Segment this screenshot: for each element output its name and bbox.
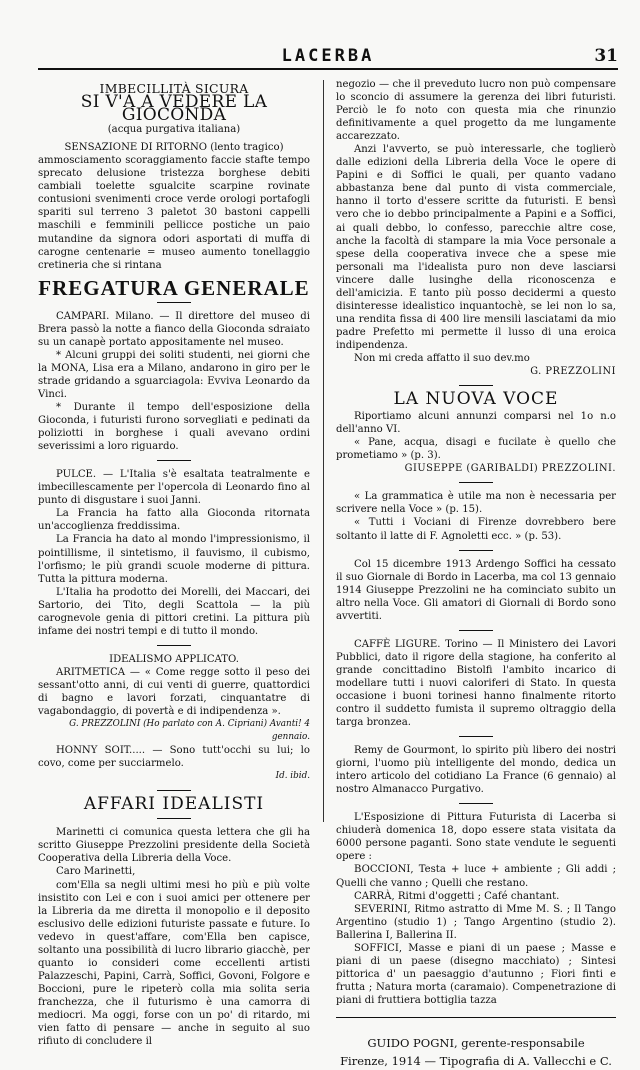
nuova-rule-2 [459, 550, 493, 551]
salutation: Caro Marinetti, [56, 866, 136, 878]
aritmetica-paragraph: ARITMETICA — « Come regge sotto il peso dei sessant'otto anni, di cui venti di guerre, quattordici di bagno e lavori forzati, cinquantatre di vagabondaggio, di povertà e di indipendenza ». [38, 666, 310, 718]
page-number: 31 [594, 46, 618, 66]
masthead: LACERBA [281, 46, 375, 66]
right-column [336, 78, 616, 1070]
affari-body: com'Ella sa negli ultimi mesi ho più e più volte insistito con Lei e con i suoi amici per ottenere per la Libreria da me diretta il monopolio e il deposito esclusivo delle edizioni futuriste passate e future. Io vedevo in quest'affare, com'Ella ben capisce, soltanto una possibilità di lucro librario giacchè, per quanto io consideri come eccellenti artisti Palazzeschi, Papini, Carrà, Soffici, Govoni, Folgore e Boccioni, pure le ripeterò colla mia solita seria franchezza, che il futurismo è una camorra di mediocri. Ma oggi, forse con un po' di ritardo, mi vien fatto di pensare — anche in seguito al suo rifiuto di concludere il [38, 879, 310, 1048]
pulce-paragraph-3: La Francia ha dato al mondo l'impressionismo, il pointillisme, il sintetismo, il fauvismo, il cubismo, l'orfismo; le più grandi scuole moderne di pittura. Tutta la pittura moderna. [38, 534, 310, 585]
prezzolini-signature: G. PREZZOLINI [530, 366, 616, 378]
nuova-voce-title: LA NUOVA VOCE [393, 389, 559, 410]
nuova-intro: Riportiamo alcuni annunzi comparsi nel 1o n.o dell'anno VI. [336, 411, 616, 436]
fregatura-title: FREGATURA GENERALE [38, 275, 310, 300]
header-rule [38, 68, 618, 70]
nuova-rule-1 [459, 482, 493, 483]
nuova-quote-1: « Pane, acqua, disagi e fucilate è quello che prometiamo » (p. 3). [336, 437, 616, 462]
campari-paragraph-3: * Durante il tempo dell'esposizione della Gioconda, i futuristi furono sorvegliati e pedinati da poliziotti in borghese i quali avevano ordini severissimi a loro riguardo. [38, 402, 310, 453]
signature-rule [459, 385, 493, 386]
footer [336, 1017, 616, 1070]
honny-paragraph: HONNY SOIT..... — Sono tutt'occhi su lui; lo covo, come per succiarmelo. [38, 745, 310, 770]
boccioni-works: BOCCIONI, Testa + luce + ambiente ; Gli addi ; Quelli che vanno ; Quelli che restano. [336, 864, 616, 889]
footer-publisher: Firenze, 1914 — Tipografia di A. Vallecchi e C. [340, 1054, 612, 1068]
soffici-paragraph: Col 15 dicembre 1913 Ardengo Soffici ha cessato il suo Giornale di Bordo in Lacerba, ma col 13 gennaio 1914 Giuseppe Prezzolini ne ha cominciato subito un altro nella Voce. Gli amatori di Giornali di Bordo sono avvertiti. [336, 558, 616, 622]
honny-rule [157, 790, 191, 791]
column-divider [323, 80, 324, 822]
caffe-paragraph: CAFFÈ LIGURE. Torino — Il Ministero dei Lavori Pubblici, dato il rigore della stagione, ha conferito al grande concittadino Bistolfi l'ambito incarico di modellare tutti i nuovi caloriferi di Stato. In questa occasione i buoni torinesi hanno finalmente ritorto contro il suddetto fumista il supremo oltraggio della targa bronzea. [336, 638, 616, 729]
left-column [38, 78, 310, 1048]
soffici-works: SOFFICI, Masse e piani di un paese ; Masse e piani di un paese (disegno macchiato) ; Sintesi pittorica d' un paesaggio d'autunno ; Fiori finti e frutta ; Natura morta (caramaio). Compenetrazione di piani di fruttiera bottiglia tazza [336, 942, 616, 1006]
imbecillita-title: IMBECILLITÀ SICURA [99, 81, 249, 96]
sensation-title: SENSAZIONE DI RITORNO (lento tragico) [64, 142, 284, 154]
gioconda-subtitle: (acqua purgativa italiana) [107, 124, 241, 136]
nuova-signature: GIUSEPPE (GARIBALDI) PREZZOLINI. [404, 463, 616, 475]
continuation-paragraph: negozio — che il preveduto lucro non può compensare lo sconcio di assumere la gerenza dei libri futuristi. Perciò le fo noto con questa mia che rinunzio definitivamente a quel progetto da me lungamente accarezzato. [336, 79, 616, 143]
caffe-rule [459, 736, 493, 737]
pulce-paragraph-4: L'Italia ha prodotto dei Morelli, dei Maccari, dei Sartorio, dei Tito, degli Scattola — la più carognevole genia di pittori cretini. La pittura più infame dei nostri tempi e di tutto il mondo. [38, 586, 310, 637]
campari-paragraph: CAMPARI. Milano. — Il direttore del museo di Brera passò la notte a fianco della Gioconda sdraiato su un canapè portato appositamente nel museo. [38, 310, 310, 348]
aritmetica-note: G. PREZZOLINI (Ho parlato con A. Cipriani) Avanti! 4 gennaio. [69, 719, 310, 743]
gioconda-title: SI V'A A VEDERE LA GIOCONDA [80, 92, 268, 126]
remy-rule [459, 803, 493, 804]
pulce-paragraph-2: La Francia ha fatto alla Gioconda ritornata un'accoglienza freddissima. [38, 508, 310, 533]
sensation-body: ammosciamento scoraggiamento faccie stafte tempo sprecato delusione tristezza borghese debiti cambiali toelette sgualcite scarpine rovinate contusioni svenimenti croce verde orologi portafogli spariti sul terreno 3 paletot 30 bastoni cappelli maschili e femminili pellicce postiche un paio mutandine da signora odori asportati di muffa di carogne centenarie = museo aumento tonellaggio cretineria che si rintana [38, 155, 310, 271]
campari-paragraph-2: * Alcuni gruppi dei soliti studenti, nei giorni che la MONA, Lisa era a Milano, andarono in giro per le strade gridando a sguarciagola: Evviva Leonardo da Vinci. [38, 349, 310, 400]
affari-title: AFFARI IDEALISTI [83, 794, 265, 815]
soffici-rule [459, 630, 493, 631]
pulce-rule [157, 645, 191, 646]
remy-paragraph: Remy de Gourmont, lo spirito più libero dei nostri giorni, l'uomo più intelligente del mondo, dedica un intero articolo del cotidiano La France (6 gennaio) al nostro Almanacco Purgativo. [336, 745, 616, 796]
carra-works: CARRÀ, Ritmi d'oggetti ; Café chantant. [354, 890, 560, 902]
campari-rule [157, 460, 191, 461]
nuova-quote-3: « Tutti i Vociani di Firenze dovrebbero bere soltanto il latte di F. Agnoletti ecc. » (p. 53). [336, 517, 616, 542]
fregatura-rule [157, 302, 191, 303]
pulce-paragraph: PULCE. — L'Italia s'è esaltata teatralmente e imbecillescamente per l'opercola di Leonardo fino al punto di disgustare i suoi Janni. [38, 469, 310, 507]
anzi-paragraph: Anzi l'avverto, se può interessarle, che toglierò dalle edizioni della Libreria della Voce le opere di Papini e di Soffici le quali, per quanto vadano abbastanza bene dal punto di vista commerciale, hanno il torto d'essere scritte da futuristi. E bensì vero che io debbo principalmente a Papini e a Soffici, ai quali debbo, lo confesso, parecchie altre cose, anche la facoltà di stampare la mia Voce personale a spese della cooperativa invece che a spese mie personali ma l'idealista puro non deve lasciarsi vincere dalle lusinghe della riconoscenza e dell'amicizia. E tanto più posso decidermi a questo disinteresse idealistico inquantochè, se lei non lo sa, una rendita fissa di 400 lire mensili lasciatami da mio padre Prefetto mi permette il lusso di una eroica indipendenza. [336, 144, 616, 351]
nuova-quote-2: « La grammatica è utile ma non è necessaria per scrivere nella Voce » (p. 15). [336, 491, 616, 516]
footer-editor: GUIDO POGNI, gerente-responsabile [367, 1036, 585, 1050]
affari-rule [157, 818, 191, 819]
closing-line: Non mi creda affatto il suo dev.mo [354, 352, 530, 364]
severini-works: SEVERINI, Ritmo astratto di Mme M. S. ; Il Tango Argentino (studio 1) ; Tango Argentino (studio 2). Ballerina I, Ballerina II. [336, 903, 616, 941]
idealism-title: IDEALISMO APPLICATO. [109, 653, 239, 665]
affari-intro: Marinetti ci comunica questa lettera che gli ha scritto Giuseppe Prezzolini presidente della Società Cooperativa della Libreria della Voce. [38, 827, 310, 865]
honny-note: Id. ibid. [275, 771, 310, 782]
exhibition-paragraph: L'Esposizione di Pittura Futurista di Lacerba si chiuderà domenica 18, dopo essere stata visitata da 6000 persone paganti. Sono state vendute le seguenti opere : [336, 812, 616, 863]
